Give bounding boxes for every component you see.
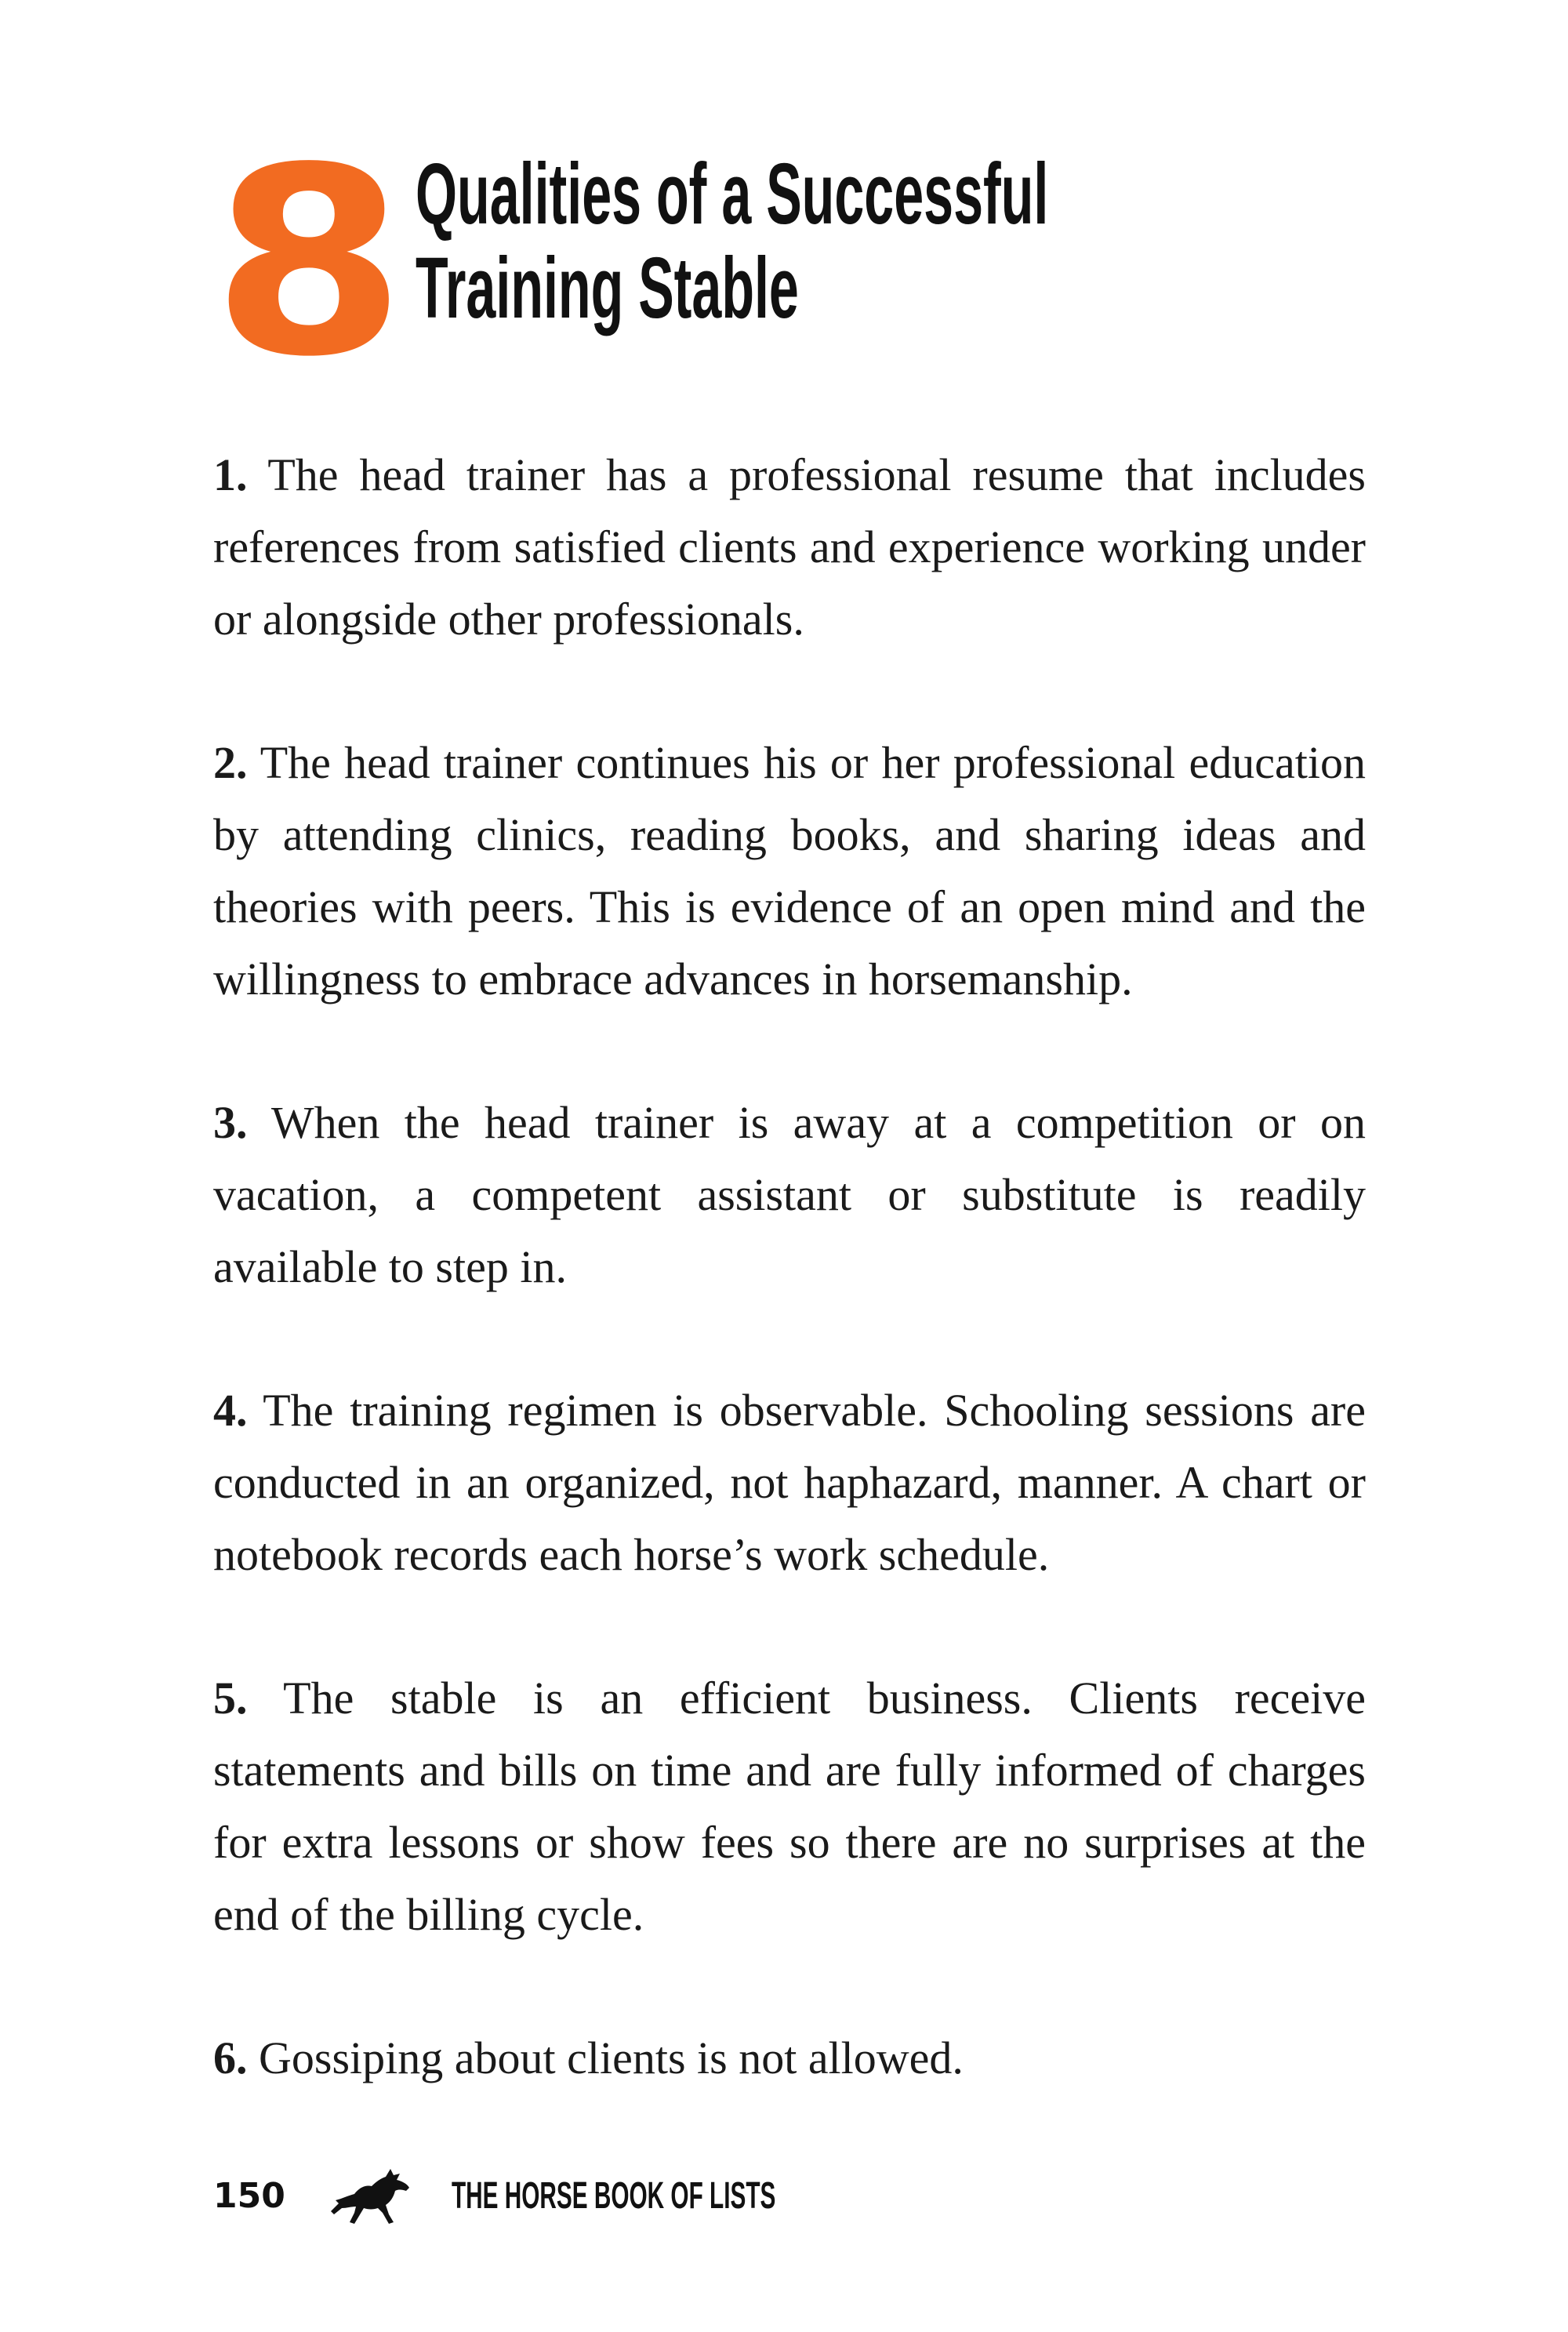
qualities-list xyxy=(213,439,1366,2166)
item-text: The head trainer has a professional resume that includes references from satisfied clients and experience working under or alongside other professionals. xyxy=(213,449,1366,645)
item-number: 4. xyxy=(213,1385,248,1436)
book-title: THE HORSE BOOK OF LISTS xyxy=(452,2174,776,2217)
item-number: 6. xyxy=(213,2032,248,2083)
list-item xyxy=(213,1662,1366,1951)
list-item xyxy=(213,2022,1366,2094)
item-text: The stable is an efficient business. Clients receive statements and bills on time and are fully informed of charges for extra lessons or show fees so there are no surprises at the end of the billing cycle. xyxy=(213,1673,1367,1940)
chapter-title-line-1: Qualities of a Successful xyxy=(416,146,1049,242)
horse-icon xyxy=(331,2164,417,2227)
item-text: The training regimen is observable. Schooling sessions are conducted in an organized, not haphazard, manner. A chart or notebook records each horse’s work schedule. xyxy=(213,1385,1366,1580)
chapter-number: 8 xyxy=(212,112,398,413)
item-number: 1. xyxy=(213,449,248,500)
item-text: The head trainer continues his or her professional education by attending clinics, reading books, and sharing ideas and theories with peers. This is evidence of an open mind and the willingness to embrace advances in horsemanship. xyxy=(213,737,1366,1004)
chapter-title-line-2: Training Stable xyxy=(416,240,799,336)
list-item xyxy=(213,439,1366,656)
item-number: 5. xyxy=(213,1673,248,1724)
list-item xyxy=(213,727,1366,1015)
page-footer xyxy=(213,2164,975,2227)
item-number: 2. xyxy=(213,737,248,788)
item-text: When the head trainer is away at a competition or on vacation, a competent assistant or substitute is readily available to step in. xyxy=(213,1097,1366,1292)
item-text: Gossiping about clients is not allowed. xyxy=(259,2032,964,2083)
list-item xyxy=(213,1375,1366,1591)
page-number: 150 xyxy=(213,2175,285,2216)
item-number: 3. xyxy=(213,1097,248,1148)
list-item xyxy=(213,1087,1366,1303)
chapter-title xyxy=(416,146,1049,336)
